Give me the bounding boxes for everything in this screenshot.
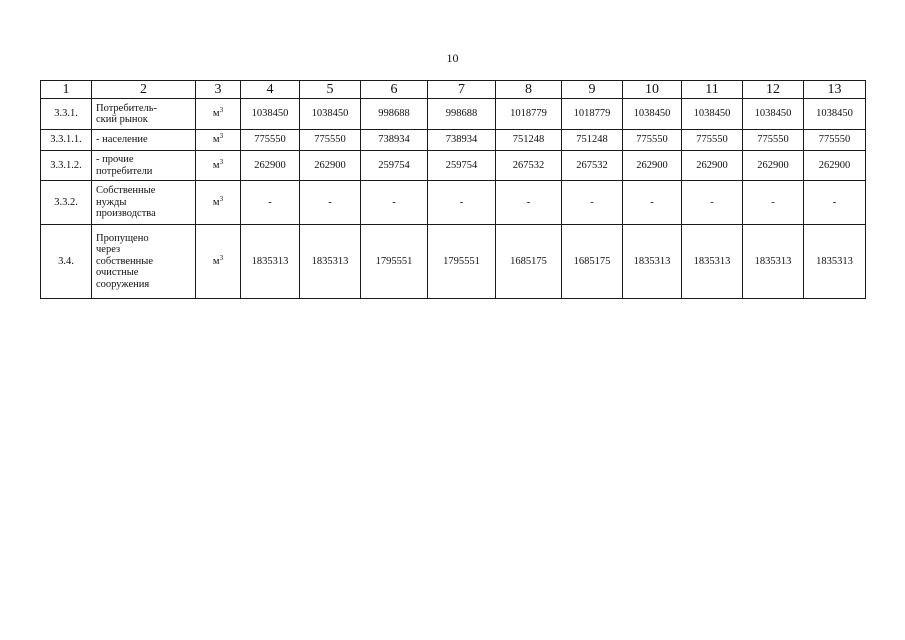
value-cell: 1835313: [743, 225, 804, 299]
value-cell: 1038450: [300, 99, 361, 130]
row-number-cell: 3.4.: [41, 225, 92, 299]
value-cell: 1038450: [682, 99, 743, 130]
header-cell: 1: [41, 81, 92, 99]
row-name-cell: Потребитель- ский рынок: [92, 99, 196, 130]
value-cell: 1685175: [496, 225, 562, 299]
header-cell: 11: [682, 81, 743, 99]
row-number-cell: 3.3.2.: [41, 181, 92, 225]
unit-cell: [196, 181, 241, 225]
value-cell: 1018779: [496, 99, 562, 130]
header-cell: 8: [496, 81, 562, 99]
value-cell: 1795551: [428, 225, 496, 299]
value-cell: 267532: [496, 151, 562, 181]
unit-cell: [196, 99, 241, 130]
value-cell: 1685175: [562, 225, 623, 299]
value-cell: -: [241, 181, 300, 225]
value-cell: 775550: [623, 130, 682, 151]
table-row: [41, 151, 866, 181]
header-cell: 7: [428, 81, 496, 99]
value-cell: 259754: [361, 151, 428, 181]
unit-base: м: [212, 159, 220, 171]
header-cell: 5: [300, 81, 361, 99]
value-cell: 262900: [300, 151, 361, 181]
row-name-cell: - население: [92, 130, 196, 151]
unit-superscript: 3: [219, 194, 224, 203]
row-name-cell: Собственные нужды производства: [92, 181, 196, 225]
value-cell: 775550: [804, 130, 866, 151]
page-number: 10: [446, 51, 459, 65]
table-row: [41, 130, 866, 151]
unit-base: м: [212, 255, 220, 267]
header-cell: 6: [361, 81, 428, 99]
row-number-cell: 3.3.1.1.: [41, 130, 92, 151]
value-cell: 751248: [496, 130, 562, 151]
value-cell: 267532: [562, 151, 623, 181]
header-cell: 10: [623, 81, 682, 99]
value-cell: 1835313: [241, 225, 300, 299]
value-cell: 1038450: [241, 99, 300, 130]
value-cell: 998688: [428, 99, 496, 130]
unit-cell: [196, 225, 241, 299]
value-cell: 1835313: [804, 225, 866, 299]
value-cell: 262900: [241, 151, 300, 181]
value-cell: 1038450: [743, 99, 804, 130]
row-number-cell: 3.3.1.2.: [41, 151, 92, 181]
header-cell: 9: [562, 81, 623, 99]
data-table: [40, 80, 866, 299]
value-cell: 738934: [361, 130, 428, 151]
value-cell: 1835313: [682, 225, 743, 299]
value-cell: 1835313: [623, 225, 682, 299]
value-cell: 775550: [682, 130, 743, 151]
value-cell: 262900: [623, 151, 682, 181]
header-cell: 4: [241, 81, 300, 99]
value-cell: -: [623, 181, 682, 225]
header-row: [41, 81, 866, 99]
value-cell: 738934: [428, 130, 496, 151]
value-cell: 775550: [300, 130, 361, 151]
value-cell: -: [743, 181, 804, 225]
value-cell: 775550: [743, 130, 804, 151]
row-name-cell: - прочие потребители: [92, 151, 196, 181]
value-cell: -: [496, 181, 562, 225]
header-cell: 13: [804, 81, 866, 99]
header-cell: 2: [92, 81, 196, 99]
unit-superscript: 3: [219, 157, 224, 166]
table-row: [41, 225, 866, 299]
unit-superscript: 3: [219, 106, 224, 114]
value-cell: -: [804, 181, 866, 225]
table-row: [41, 181, 866, 225]
value-cell: -: [300, 181, 361, 225]
value-cell: 259754: [428, 151, 496, 181]
value-cell: 262900: [804, 151, 866, 181]
unit-superscript: 3: [219, 253, 224, 262]
row-number-cell: 3.3.1.: [41, 99, 92, 130]
table-row: [41, 99, 866, 130]
value-cell: 775550: [241, 130, 300, 151]
unit-base: м: [212, 196, 220, 208]
value-cell: 262900: [682, 151, 743, 181]
unit-base: м: [212, 134, 220, 145]
value-cell: -: [361, 181, 428, 225]
value-cell: 1018779: [562, 99, 623, 130]
unit-cell: [196, 151, 241, 181]
value-cell: 1038450: [623, 99, 682, 130]
unit-superscript: 3: [219, 132, 224, 140]
value-cell: 1038450: [804, 99, 866, 130]
header-cell: 12: [743, 81, 804, 99]
table-body: [41, 81, 866, 299]
value-cell: -: [562, 181, 623, 225]
value-cell: 998688: [361, 99, 428, 130]
value-cell: 262900: [743, 151, 804, 181]
value-cell: -: [428, 181, 496, 225]
value-cell: 1835313: [300, 225, 361, 299]
value-cell: 1795551: [361, 225, 428, 299]
header-cell: 3: [196, 81, 241, 99]
row-name-cell: Пропущено через собственные очистные сооружения: [92, 225, 196, 299]
unit-cell: [196, 130, 241, 151]
value-cell: 751248: [562, 130, 623, 151]
unit-base: м: [212, 108, 220, 119]
value-cell: -: [682, 181, 743, 225]
